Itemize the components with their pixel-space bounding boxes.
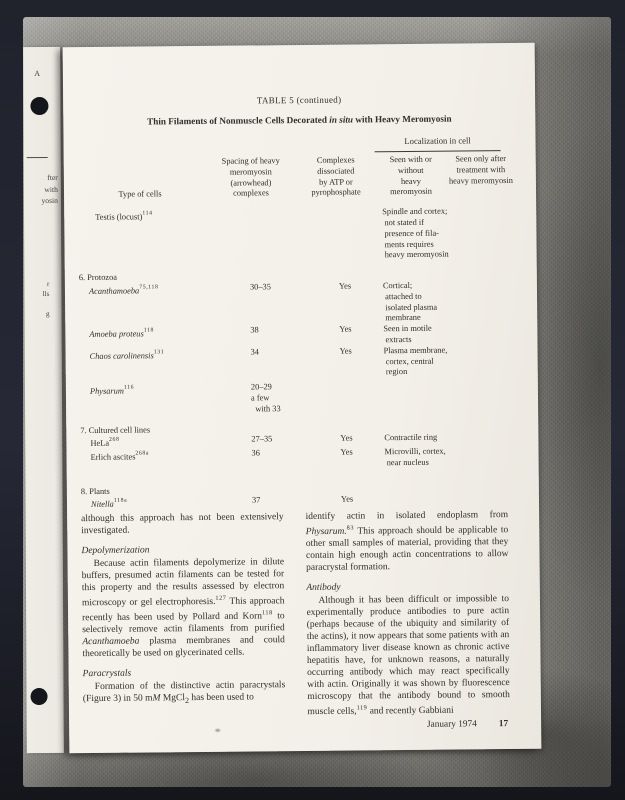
cell-complexes-dissociated: Yes [340, 447, 353, 457]
cell-localization [377, 380, 529, 381]
body-paragraph: Although it has been difficult or impossible to experimentally produce antibodies to pure actin (perhaps because of the ubiquity and similarity of the actins), it now appears that some patients with an inflammatory liver disease known as chronic active hepatitis have, for unknown reasons, a naturally occurring antibody which may react specifically with actin. Originally it was shown by fluorescence microscopy that the antibody bound to smooth muscle cells,$^{119}$ and recently Gabbiani [306, 594, 510, 718]
column-header-type-of-cells: Type of cells [118, 189, 162, 200]
cell-type-of-cells [77, 383, 207, 398]
body-paragraph: identify actin in isolated endoplasm from Physarum.$^{83}$ This approach should be applicable to other small samples of material, providing that they contain high enough actin concentrations to allow paracrystal formation. [305, 509, 509, 574]
organism-name: Physarum [89, 386, 124, 396]
body-paragraph: Formation of the distinctive actin paracrystals (Figure 3) in 50 mM MgCl$_2$ has been used to [82, 680, 286, 706]
table-section-row: 7. Cultured cell lines [80, 424, 151, 435]
strip-text-fragment: lls [42, 289, 50, 299]
cell-localization: Microvilli, cortex, near nucleus [384, 446, 446, 467]
punch-hole [30, 97, 48, 115]
organism-name: Chaos carolinensis [89, 350, 154, 361]
issue-date: January 1974 [426, 719, 477, 730]
organism-name: Erlich ascites [90, 452, 136, 462]
reference-superscript: 116 [123, 384, 135, 391]
reference-superscript: 131 [153, 349, 165, 356]
cell-complexes-dissociated: Yes [339, 346, 352, 356]
body-section-heading: Paracrystals [82, 668, 132, 680]
cell-complexes-dissociated: Yes [340, 433, 353, 443]
column-header-complexes-dissociated: Complexes dissociated by ATP or pyrophosphate [311, 155, 361, 198]
cell-localization: Spindle and cortex; not stated if presence of fila- ments requires heavy meromyosin [382, 206, 449, 260]
cell-spacing-value: 30–35 [249, 282, 271, 292]
cell-type-of-cells [76, 326, 206, 341]
organism-name: Amoeba proteus [89, 329, 144, 339]
journal-page [63, 43, 542, 753]
cell-type-of-cells [76, 283, 206, 298]
column-header-spacing: Spacing of heavy meromyosin (arrowhead) complexes [221, 156, 280, 199]
organism-name: Acanthamoeba [88, 286, 140, 296]
reference-superscript: 114 [142, 210, 153, 217]
cell-localization: Seen in motile extracts [383, 323, 432, 345]
table-title: TABLE 5 (continued) [256, 94, 342, 106]
column-header-seen-with: Seen with or without heavy meromyosin [389, 154, 433, 197]
table-row [75, 206, 536, 264]
cell-spacing-value: 34 [250, 347, 259, 357]
cell-type-of-cells [78, 496, 208, 511]
table-subtitle [63, 113, 535, 128]
body-column-left [81, 511, 285, 720]
cell-complexes-dissociated: Yes [340, 494, 354, 504]
body-paragraph: Because actin filaments depolymerize in dilute buffers, presumed actin filaments can be tested for this property and the results assessed by electron microscopy or gel electrophoresis.$^{127}$ This approach recently has been used by Pollard and Korn$^{118}$ to selectively remove actin filaments from purified Acanthamoeba plasma membranes and could theoretically be used on glycerinated cells. [81, 557, 285, 660]
cell-type-of-cells [77, 435, 207, 450]
organism-name: Testis (locust) [95, 212, 143, 222]
cell-complexes-dissociated: Yes [339, 324, 352, 334]
localization-group-header: Localization in cell [374, 135, 500, 152]
strip-text-fragment: r [46, 279, 50, 288]
reference-superscript: 118 [143, 327, 155, 334]
previous-page-edge [23, 47, 64, 753]
cell-spacing-value: 27–35 [251, 434, 273, 444]
cell-spacing-value [205, 208, 297, 209]
reference-superscript: 268 [108, 437, 120, 444]
cell-complexes-dissociated [299, 381, 377, 382]
cell-complexes-dissociated [297, 207, 375, 208]
strip-text-fragment: fter [47, 172, 58, 182]
cell-type-of-cells [77, 348, 207, 363]
strip-text-fragment: g [45, 309, 50, 318]
cell-spacing-value: 20–29 a few with 33 [250, 382, 281, 414]
body-paragraph: although this approach has not been extensively investigated. [81, 512, 284, 537]
table-section-row: 6. Protozoa [78, 272, 118, 283]
body-section-heading: Antibody [306, 582, 341, 594]
strip-text-fragments-top [41, 172, 58, 207]
cell-spacing-value: 36 [251, 448, 260, 458]
reference-superscript: 268a [135, 450, 150, 457]
page-footer [427, 719, 508, 730]
organism-name: HeLa [90, 438, 110, 449]
table-subtitle-text: Thin Filaments of Nonmuscle Cells Decorated [147, 114, 330, 127]
table-row [77, 344, 538, 381]
cell-spacing-value: 38 [250, 325, 259, 335]
table-column-headers [75, 154, 536, 202]
cell-type-of-cells [75, 209, 205, 224]
reference-superscript: 75,118 [139, 284, 159, 291]
table-rows [75, 206, 539, 511]
table-row [77, 446, 538, 472]
body-section-heading: Depolymerization [81, 545, 150, 557]
cell-localization: Plasma membrane, cortex, central region [383, 345, 448, 377]
column-header-seen-after: Seen only after treatment with heavy meromyosin [448, 154, 513, 186]
table-section-row: 8. Plants [80, 486, 110, 496]
reference-superscript: 118a [113, 497, 128, 505]
strip-table-rule-fragment [27, 157, 48, 158]
cell-localization: Contractile ring [384, 433, 438, 443]
table-subtitle-italic: in situ [329, 114, 354, 125]
cell-type-of-cells [77, 449, 207, 464]
punch-hole [31, 688, 48, 705]
table-row [76, 280, 537, 328]
body-text [81, 509, 510, 720]
strip-text-fragment: yosin [41, 195, 58, 206]
strip-text-fragments-middle [43, 279, 50, 319]
strip-text-fragment: A [34, 69, 41, 79]
table-subtitle-text: with Heavy Meromyosin [352, 113, 452, 125]
body-column-right [306, 509, 510, 718]
smudge-mark [215, 729, 220, 732]
strip-text-fragment: with [44, 184, 58, 194]
cell-localization: Cortical; attached to isolated plasma membrane [382, 280, 438, 323]
cell-spacing-value: 37 [251, 495, 261, 505]
organism-name: Nitella [90, 499, 114, 510]
cell-complexes-dissociated: Yes [338, 281, 352, 291]
table-row [77, 380, 538, 417]
page-number: 17 [498, 719, 509, 730]
